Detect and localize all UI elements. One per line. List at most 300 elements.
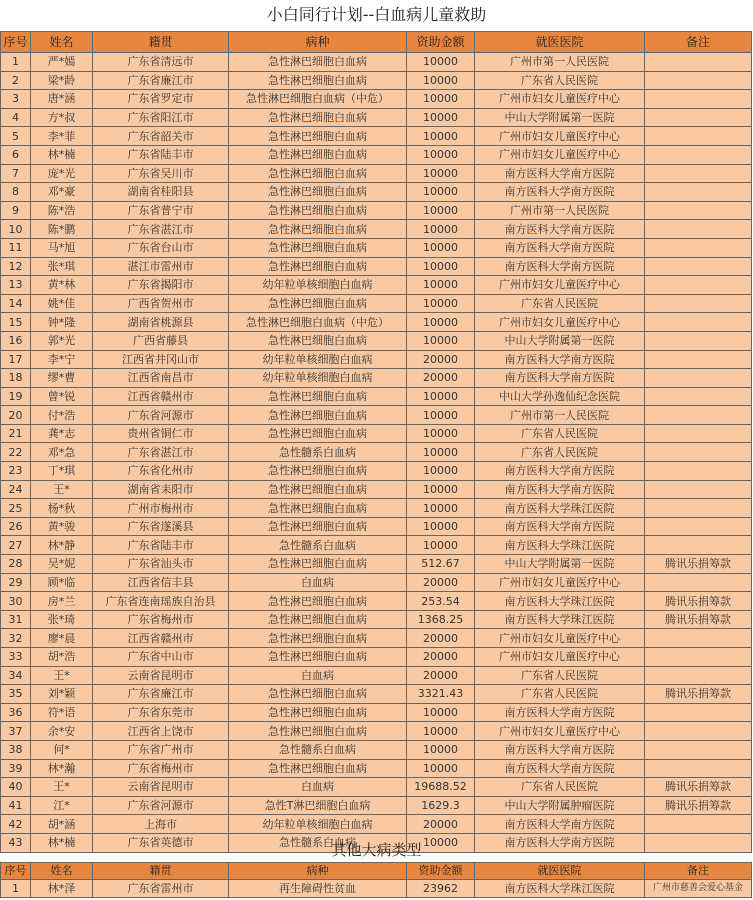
- cell-name: 余*安: [31, 722, 93, 741]
- cell-index: 17: [1, 350, 31, 369]
- cell-hospital: 南方医科大学南方医院: [475, 164, 645, 183]
- cell-hospital: 广东省人民医院: [475, 71, 645, 90]
- cell-name: 林*瀚: [31, 759, 93, 778]
- cell-amount: 10000: [407, 833, 475, 852]
- table-row: [1, 387, 752, 406]
- cell-disease: 急性淋巴细胞白血病: [229, 685, 407, 704]
- header-index: 序号: [1, 863, 31, 880]
- cell-note: [645, 369, 752, 388]
- cell-hospital: 南方医科大学南方医院: [475, 703, 645, 722]
- cell-index: 42: [1, 815, 31, 834]
- cell-index: 2: [1, 71, 31, 90]
- cell-disease: 急性淋巴细胞白血病（中危）: [229, 90, 407, 109]
- cell-native-place: 广东省普宁市: [93, 201, 229, 220]
- cell-name: 马*旭: [31, 238, 93, 257]
- cell-index: 14: [1, 294, 31, 313]
- cell-name: 邓*急: [31, 443, 93, 462]
- cell-disease: 急性淋巴细胞白血病: [229, 629, 407, 648]
- cell-amount: 20000: [407, 350, 475, 369]
- cell-index: 13: [1, 276, 31, 295]
- cell-note: [645, 648, 752, 667]
- cell-hospital: 南方医科大学南方医院: [475, 350, 645, 369]
- other-disease-table: [0, 862, 752, 898]
- cell-index: 39: [1, 759, 31, 778]
- cell-disease: 急性T淋巴细胞白血病: [229, 796, 407, 815]
- cell-amount: 253.54: [407, 592, 475, 611]
- cell-index: 37: [1, 722, 31, 741]
- cell-note: [645, 629, 752, 648]
- cell-index: 10: [1, 220, 31, 239]
- cell-note: [645, 145, 752, 164]
- cell-amount: 10000: [407, 145, 475, 164]
- cell-name: 郭*光: [31, 331, 93, 350]
- cell-native-place: 广东省韶关市: [93, 127, 229, 146]
- cell-disease: 急性淋巴细胞白血病: [229, 387, 407, 406]
- cell-native-place: 广东省遂溪县: [93, 517, 229, 536]
- cell-hospital: 南方医科大学珠江医院: [475, 499, 645, 518]
- cell-name: 王*: [31, 480, 93, 499]
- cell-disease: 白血病: [229, 778, 407, 797]
- cell-hospital: 广州市妇女儿童医疗中心: [475, 722, 645, 741]
- cell-name: 丁*琪: [31, 462, 93, 481]
- cell-native-place: 广东省河源市: [93, 796, 229, 815]
- table-row: [1, 201, 752, 220]
- cell-index: 24: [1, 480, 31, 499]
- cell-hospital: 中山大学附属第一医院: [475, 555, 645, 574]
- cell-hospital: 南方医科大学珠江医院: [475, 880, 645, 898]
- table-row: [1, 759, 752, 778]
- cell-hospital: 南方医科大学南方医院: [475, 462, 645, 481]
- cell-note: [645, 424, 752, 443]
- cell-native-place: 湖南省耒阳市: [93, 480, 229, 499]
- cell-disease: 幼年粒单核细胞白血病: [229, 369, 407, 388]
- cell-hospital: 南方医科大学南方医院: [475, 257, 645, 276]
- cell-index: 29: [1, 573, 31, 592]
- cell-disease: 白血病: [229, 666, 407, 685]
- cell-index: 15: [1, 313, 31, 332]
- cell-hospital: 广州市妇女儿童医疗中心: [475, 648, 645, 667]
- header-note: 备注: [645, 32, 752, 53]
- cell-name: 林*泽: [31, 880, 93, 898]
- cell-native-place: 广东省汕头市: [93, 555, 229, 574]
- cell-native-place: 广东省雷州市: [93, 880, 229, 898]
- header-hospital: 就医医院: [475, 863, 645, 880]
- cell-hospital: 广州市妇女儿童医疗中心: [475, 276, 645, 295]
- cell-hospital: 广州市第一人民医院: [475, 201, 645, 220]
- cell-hospital: 南方医科大学南方医院: [475, 740, 645, 759]
- cell-index: 40: [1, 778, 31, 797]
- header-amount: 资助金额: [407, 863, 475, 880]
- table-row: [1, 517, 752, 536]
- cell-amount: 10000: [407, 517, 475, 536]
- cell-amount: 10000: [407, 722, 475, 741]
- cell-amount: 10000: [407, 536, 475, 555]
- cell-disease: 急性淋巴细胞白血病（中危）: [229, 313, 407, 332]
- cell-disease: 急性淋巴细胞白血病: [229, 53, 407, 72]
- cell-note: [645, 276, 752, 295]
- cell-note: [645, 462, 752, 481]
- cell-index: 7: [1, 164, 31, 183]
- table-row: [1, 610, 752, 629]
- cell-disease: 急性淋巴细胞白血病: [229, 592, 407, 611]
- cell-note: [645, 350, 752, 369]
- cell-native-place: 广东省梅州市: [93, 759, 229, 778]
- cell-index: 36: [1, 703, 31, 722]
- cell-index: 1: [1, 880, 31, 898]
- cell-hospital: 广东省人民医院: [475, 685, 645, 704]
- cell-amount: 10000: [407, 53, 475, 72]
- cell-name: 张*琦: [31, 610, 93, 629]
- cell-amount: 10000: [407, 257, 475, 276]
- cell-index: 3: [1, 90, 31, 109]
- table-header-row: [1, 863, 752, 880]
- section-title-other: 其他大病类型: [331, 841, 422, 859]
- header-native-place: 籍贯: [93, 863, 229, 880]
- cell-index: 6: [1, 145, 31, 164]
- table-row: [1, 108, 752, 127]
- table-row: [1, 480, 752, 499]
- cell-name: 龚*志: [31, 424, 93, 443]
- cell-name: 缪*曹: [31, 369, 93, 388]
- cell-note: [645, 294, 752, 313]
- cell-amount: 19688.52: [407, 778, 475, 797]
- cell-hospital: 广东省人民医院: [475, 666, 645, 685]
- cell-note: [645, 722, 752, 741]
- cell-native-place: 广东省阳江市: [93, 108, 229, 127]
- cell-hospital: 南方医科大学南方医院: [475, 238, 645, 257]
- cell-disease: 急性淋巴细胞白血病: [229, 257, 407, 276]
- cell-name: 刘*颖: [31, 685, 93, 704]
- cell-hospital: 广州市妇女儿童医疗中心: [475, 629, 645, 648]
- cell-amount: 10000: [407, 294, 475, 313]
- cell-index: 18: [1, 369, 31, 388]
- cell-disease: 急性淋巴细胞白血病: [229, 499, 407, 518]
- cell-name: 何*: [31, 740, 93, 759]
- cell-hospital: 广州市妇女儿童医疗中心: [475, 313, 645, 332]
- cell-amount: 20000: [407, 573, 475, 592]
- cell-name: 姚*佳: [31, 294, 93, 313]
- cell-hospital: 南方医科大学珠江医院: [475, 536, 645, 555]
- table-row: [1, 331, 752, 350]
- cell-native-place: 广东省陆丰市: [93, 536, 229, 555]
- cell-native-place: 广东省湛江市: [93, 220, 229, 239]
- cell-index: 32: [1, 629, 31, 648]
- cell-index: 35: [1, 685, 31, 704]
- cell-index: 34: [1, 666, 31, 685]
- cell-hospital: 南方医科大学南方医院: [475, 369, 645, 388]
- cell-amount: 10000: [407, 480, 475, 499]
- cell-note: [645, 164, 752, 183]
- page-title: 小白同行计划--白血病儿童救助: [266, 5, 487, 24]
- cell-disease: 急性淋巴细胞白血病: [229, 555, 407, 574]
- header-disease: 病种: [229, 32, 407, 53]
- cell-disease: 幼年粒单核细胞白血病: [229, 815, 407, 834]
- cell-index: 21: [1, 424, 31, 443]
- cell-native-place: 云南省昆明市: [93, 666, 229, 685]
- cell-amount: 1368.25: [407, 610, 475, 629]
- cell-amount: 10000: [407, 220, 475, 239]
- table-row: [1, 257, 752, 276]
- cell-name: 顾*临: [31, 573, 93, 592]
- cell-hospital: 广东省人民医院: [475, 778, 645, 797]
- cell-note: [645, 499, 752, 518]
- cell-note: [645, 71, 752, 90]
- cell-hospital: 广东省人民医院: [475, 443, 645, 462]
- cell-native-place: 广东省河源市: [93, 406, 229, 425]
- table-row: [1, 238, 752, 257]
- cell-native-place: 广西省贺州市: [93, 294, 229, 313]
- table-row: [1, 880, 752, 898]
- cell-disease: 再生障碍性贫血: [229, 880, 407, 898]
- cell-amount: 10000: [407, 331, 475, 350]
- cell-disease: 急性髓系白血病: [229, 443, 407, 462]
- cell-native-place: 湖南省桂阳县: [93, 183, 229, 202]
- cell-hospital: 广州市第一人民医院: [475, 53, 645, 72]
- table-row: [1, 462, 752, 481]
- cell-disease: 急性淋巴细胞白血病: [229, 722, 407, 741]
- cell-hospital: 广州市妇女儿童医疗中心: [475, 573, 645, 592]
- table-row: [1, 424, 752, 443]
- cell-disease: 急性淋巴细胞白血病: [229, 517, 407, 536]
- cell-native-place: 广东省化州市: [93, 462, 229, 481]
- cell-name: 房*兰: [31, 592, 93, 611]
- cell-hospital: 南方医科大学南方医院: [475, 517, 645, 536]
- header-hospital: 就医医院: [475, 32, 645, 53]
- cell-index: 38: [1, 740, 31, 759]
- cell-amount: 20000: [407, 629, 475, 648]
- cell-note: 腾讯乐捐筹款: [645, 796, 752, 815]
- cell-native-place: 广东省吴川市: [93, 164, 229, 183]
- cell-name: 廖*晨: [31, 629, 93, 648]
- cell-name: 梁*龄: [31, 71, 93, 90]
- cell-native-place: 江西省赣州市: [93, 387, 229, 406]
- cell-name: 符*语: [31, 703, 93, 722]
- cell-native-place: 江西省上饶市: [93, 722, 229, 741]
- cell-name: 方*叔: [31, 108, 93, 127]
- cell-note: [645, 387, 752, 406]
- cell-native-place: 江西省井冈山市: [93, 350, 229, 369]
- table-row: [1, 629, 752, 648]
- table-row: [1, 183, 752, 202]
- cell-native-place: 江西省信丰县: [93, 573, 229, 592]
- cell-name: 李*宁: [31, 350, 93, 369]
- table-row: [1, 778, 752, 797]
- cell-native-place: 云南省昆明市: [93, 778, 229, 797]
- table-row: [1, 703, 752, 722]
- cell-note: [645, 815, 752, 834]
- cell-index: 19: [1, 387, 31, 406]
- cell-native-place: 广西省藤县: [93, 331, 229, 350]
- cell-hospital: 广州市妇女儿童医疗中心: [475, 90, 645, 109]
- cell-index: 43: [1, 833, 31, 852]
- cell-amount: 10000: [407, 90, 475, 109]
- cell-name: 钟*隆: [31, 313, 93, 332]
- cell-hospital: 广州市妇女儿童医疗中心: [475, 145, 645, 164]
- cell-amount: 10000: [407, 462, 475, 481]
- table-row: [1, 53, 752, 72]
- table-row: [1, 685, 752, 704]
- cell-hospital: 中山大学附属第一医院: [475, 108, 645, 127]
- cell-amount: 20000: [407, 369, 475, 388]
- cell-native-place: 贵州省铜仁市: [93, 424, 229, 443]
- table-row: [1, 369, 752, 388]
- cell-amount: 20000: [407, 666, 475, 685]
- cell-native-place: 上海市: [93, 815, 229, 834]
- cell-note: [645, 331, 752, 350]
- cell-index: 5: [1, 127, 31, 146]
- cell-amount: 10000: [407, 313, 475, 332]
- cell-name: 曾*锐: [31, 387, 93, 406]
- cell-index: 28: [1, 555, 31, 574]
- cell-hospital: 南方医科大学南方医院: [475, 759, 645, 778]
- cell-index: 41: [1, 796, 31, 815]
- cell-index: 20: [1, 406, 31, 425]
- cell-note: [645, 220, 752, 239]
- cell-note: [645, 238, 752, 257]
- cell-hospital: 广东省人民医院: [475, 424, 645, 443]
- cell-index: 16: [1, 331, 31, 350]
- cell-amount: 1629.3: [407, 796, 475, 815]
- cell-amount: 10000: [407, 276, 475, 295]
- cell-hospital: 中山大学附属第一医院: [475, 331, 645, 350]
- cell-index: 26: [1, 517, 31, 536]
- cell-hospital: 南方医科大学南方医院: [475, 220, 645, 239]
- cell-name: 严*嫣: [31, 53, 93, 72]
- cell-disease: 急性淋巴细胞白血病: [229, 183, 407, 202]
- cell-disease: 急性淋巴细胞白血病: [229, 145, 407, 164]
- cell-note: 腾讯乐捐筹款: [645, 685, 752, 704]
- cell-disease: 急性淋巴细胞白血病: [229, 220, 407, 239]
- cell-hospital: 中山大学附属肿瘤医院: [475, 796, 645, 815]
- header-index: 序号: [1, 32, 31, 53]
- cell-index: 25: [1, 499, 31, 518]
- cell-amount: 10000: [407, 127, 475, 146]
- table-row: [1, 350, 752, 369]
- cell-note: [645, 313, 752, 332]
- table-row: [1, 648, 752, 667]
- cell-disease: 急性淋巴细胞白血病: [229, 759, 407, 778]
- cell-note: [645, 90, 752, 109]
- cell-index: 31: [1, 610, 31, 629]
- table-row: [1, 536, 752, 555]
- cell-index: 1: [1, 53, 31, 72]
- cell-native-place: 广东省梅州市: [93, 610, 229, 629]
- cell-amount: 10000: [407, 443, 475, 462]
- cell-note: [645, 108, 752, 127]
- cell-disease: 急性淋巴细胞白血病: [229, 648, 407, 667]
- cell-native-place: 广东省东莞市: [93, 703, 229, 722]
- cell-name: 黄*林: [31, 276, 93, 295]
- cell-native-place: 广东省廉江市: [93, 685, 229, 704]
- cell-index: 4: [1, 108, 31, 127]
- cell-native-place: 广东省连南瑶族自治县: [93, 592, 229, 611]
- cell-note: [645, 666, 752, 685]
- cell-index: 8: [1, 183, 31, 202]
- cell-disease: 急性髓系白血病: [229, 536, 407, 555]
- cell-amount: 23962: [407, 880, 475, 898]
- cell-name: 杨*秋: [31, 499, 93, 518]
- header-native-place: 籍贯: [93, 32, 229, 53]
- cell-note: 腾讯乐捐筹款: [645, 778, 752, 797]
- header-name: 姓名: [31, 32, 93, 53]
- cell-hospital: 南方医科大学南方医院: [475, 183, 645, 202]
- table-row: [1, 406, 752, 425]
- cell-note: 广州市慈善会爱心基金: [645, 880, 752, 898]
- cell-disease: 急性淋巴细胞白血病: [229, 294, 407, 313]
- cell-name: 庞*光: [31, 164, 93, 183]
- cell-amount: 10000: [407, 108, 475, 127]
- cell-name: 黄*骏: [31, 517, 93, 536]
- cell-amount: 10000: [407, 164, 475, 183]
- cell-disease: 急性淋巴细胞白血病: [229, 127, 407, 146]
- table-row: [1, 443, 752, 462]
- cell-name: 张*琪: [31, 257, 93, 276]
- cell-note: [645, 183, 752, 202]
- cell-hospital: 中山大学孙逸仙纪念医院: [475, 387, 645, 406]
- cell-disease: 急性淋巴细胞白血病: [229, 406, 407, 425]
- table-row: [1, 164, 752, 183]
- cell-index: 9: [1, 201, 31, 220]
- cell-name: 江*: [31, 796, 93, 815]
- cell-index: 11: [1, 238, 31, 257]
- cell-name: 林*楠: [31, 833, 93, 852]
- cell-native-place: 江西省南昌市: [93, 369, 229, 388]
- cell-amount: 10000: [407, 424, 475, 443]
- cell-hospital: 广东省人民医院: [475, 294, 645, 313]
- cell-amount: 10000: [407, 238, 475, 257]
- cell-hospital: 南方医科大学南方医院: [475, 815, 645, 834]
- table-header-row: [1, 32, 752, 53]
- cell-name: 付*浩: [31, 406, 93, 425]
- cell-native-place: 广东省湛江市: [93, 443, 229, 462]
- cell-name: 邓*豪: [31, 183, 93, 202]
- cell-native-place: 广东省清远市: [93, 53, 229, 72]
- table-row: [1, 71, 752, 90]
- cell-name: 吴*妮: [31, 555, 93, 574]
- table-row: [1, 722, 752, 741]
- cell-note: [645, 127, 752, 146]
- table-row: [1, 90, 752, 109]
- cell-note: [645, 443, 752, 462]
- cell-disease: 幼年粒单核细胞白血病: [229, 276, 407, 295]
- cell-amount: 10000: [407, 740, 475, 759]
- cell-hospital: 南方医科大学南方医院: [475, 833, 645, 852]
- table-row: [1, 145, 752, 164]
- cell-native-place: 广东省揭阳市: [93, 276, 229, 295]
- cell-index: 23: [1, 462, 31, 481]
- header-amount: 资助金额: [407, 32, 475, 53]
- cell-name: 胡*浩: [31, 648, 93, 667]
- cell-disease: 急性淋巴细胞白血病: [229, 108, 407, 127]
- cell-note: [645, 257, 752, 276]
- leukemia-aid-table: [0, 31, 752, 853]
- cell-index: 22: [1, 443, 31, 462]
- cell-name: 王*: [31, 778, 93, 797]
- table-row: [1, 666, 752, 685]
- cell-name: 林*楠: [31, 145, 93, 164]
- cell-note: [645, 406, 752, 425]
- cell-disease: 急性淋巴细胞白血病: [229, 164, 407, 183]
- cell-disease: 幼年粒单核细胞白血病: [229, 350, 407, 369]
- table-row: [1, 220, 752, 239]
- cell-amount: 512.67: [407, 555, 475, 574]
- cell-note: [645, 703, 752, 722]
- cell-name: 陈*浩: [31, 201, 93, 220]
- cell-native-place: 广东省廉江市: [93, 71, 229, 90]
- table-row: [1, 294, 752, 313]
- table-row: [1, 313, 752, 332]
- table-row: [1, 499, 752, 518]
